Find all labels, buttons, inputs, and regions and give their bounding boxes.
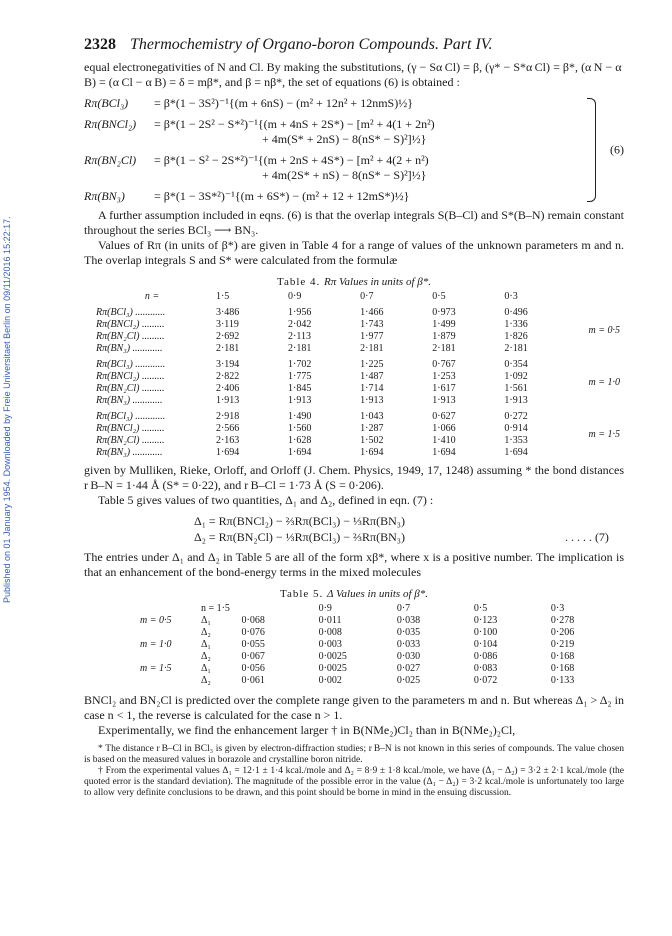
table4-cell: 1·628 [288, 435, 312, 446]
table4-cell: 1·502 [360, 435, 384, 446]
paragraph-assumption: A further assumption included in eqns. (6) is that the overlap integrals S(B–Cl) and S*(B–N) remain constant throughout the series BCl₃ ⟶ BN₃. [84, 208, 624, 237]
table5-m-label: m = 1·0 [140, 639, 172, 650]
table5-delta-label: Δ₁ [200, 615, 211, 626]
table4-cell: 2·181 [215, 343, 240, 354]
table4-row [92, 355, 624, 371]
paragraph-prediction: BNCl₂ and BN₂Cl is predicted over the complete range given to the parameters m and n. But whereas Δ₁ > Δ₂ in case n < 1, the reverse is calculated for the case n > 1. [84, 693, 624, 722]
table4-cell: 1·694 [504, 447, 528, 458]
table5-cell: 0·002 [318, 675, 342, 686]
table4-cell: 1·353 [504, 435, 528, 446]
table5-row [136, 627, 624, 639]
equation-7 [194, 513, 624, 545]
table5-delta-label: Δ₂ [200, 651, 211, 662]
table4-column-header: 0·3 [504, 291, 518, 302]
table4-cell: 1·410 [432, 435, 456, 446]
paragraph-implication: The entries under Δ₁ and Δ₂ in Table 5 are all of the form xβ*, where x is a positive number. The implication is that an enhancement of the bond-energy terms in the mixed molecules [84, 550, 624, 579]
delta2-definition: Δ₂ = Rπ(BN₂Cl) − ⅓Rπ(BCl₃) − ⅔Rπ(BN₃) [194, 530, 405, 544]
table4-row [92, 423, 624, 435]
table4-cell: 1·702 [288, 359, 312, 370]
footnote-dagger: † From the experimental values Δ₁ = 12·1 ± 1·4 kcal./mole and Δ₂ = 8·9 ± 1·8 kcal./mole, we have (Δ₁ − Δ₂) = 3·2 ± 2·1 kcal./mole (the quoted error is the standard deviation). The magnitude of the possible error in the value (Δ₁ − Δ₂) = 3·2 kcal./mole is unfortunately too large to allow very definite conclusions to be drawn, and this point should be borne in mind in the ensuing discussion. [84, 766, 624, 798]
table5-row [136, 639, 624, 651]
table5-cell: 0·168 [550, 663, 575, 674]
table5-row [136, 651, 624, 663]
table5-cell: 0·133 [550, 675, 575, 686]
table4-row-label: Rπ(BN₃) ............ [96, 447, 163, 458]
paragraph-table5-intro: Table 5 gives values of two quantities, Δ₁ and Δ₂, defined in eqn. (7) : [98, 493, 434, 507]
table4-cell: 1·225 [360, 359, 384, 370]
equation-rhs: = β*(1 − 3S*²)⁻¹{(m + 6S*) − (m² + 12 + 12mS*)½} [154, 189, 410, 203]
table4-cell: 1·913 [504, 395, 528, 406]
table5-column-header: 0·9 [318, 603, 332, 614]
table4-row [92, 407, 624, 423]
table5-cell: 0·083 [473, 663, 498, 674]
table4-cell: 1·775 [288, 371, 312, 382]
table5-cell: 0·033 [396, 639, 421, 650]
table5-cell: 0·100 [473, 627, 498, 638]
table4-row-label: Rπ(BCl₃) ............ [96, 307, 166, 318]
table5-cell: 0·072 [473, 675, 498, 686]
equation-rhs: = β*(1 − S² − 2S*²)⁻¹{(m + 2nS + 4S*) − [m² + 4(2 + n²) [154, 153, 429, 167]
table4-cell: 1·092 [504, 371, 528, 382]
table4-row-label: Rπ(BN₂Cl) ......... [96, 331, 165, 342]
table4-cell: 1·043 [360, 411, 384, 422]
paper-page [84, 36, 624, 799]
table5-cell: 0·076 [241, 627, 265, 638]
table4-column-header: 0·5 [432, 291, 446, 302]
table4-cell: 0·914 [504, 423, 528, 434]
equation-line [84, 117, 624, 132]
table5-cell: 0·168 [550, 651, 575, 662]
table4-cell: 3·486 [215, 307, 240, 318]
table4-cell: 1·913 [288, 395, 312, 406]
table4-row-label: Rπ(BN₃) ............ [96, 395, 163, 406]
table4-cell: 2·181 [288, 343, 312, 354]
paragraph-experimental: Experimentally, we find the enhancement larger † in B(NMe₂)Cl₂ than in B(NMe₂)₂Cl, [98, 723, 516, 737]
table4-cell: 2·566 [215, 423, 240, 434]
table4-caption [84, 276, 624, 288]
table4-cell: 0·627 [432, 411, 456, 422]
equation-7-number: . . . . . (7) [564, 530, 609, 544]
table4-cell: 3·194 [215, 359, 240, 370]
table5-row [136, 615, 624, 627]
table4-cell: 1·694 [360, 447, 384, 458]
table4-header-row [92, 291, 624, 303]
paragraph-substitutions: equal electronegativities of N and Cl. By making the substitutions, (γ − Sα Cl) = β, (γ* − S*α Cl) = β*, (α N − α B) = (α Cl − α B) = δ = mβ*, and β = nβ*, the set of equations (6) is obtained : [84, 60, 624, 89]
table4-m-label: m = 1·0 [588, 377, 620, 388]
table5-cell: 0·056 [241, 663, 265, 674]
running-header [84, 36, 624, 54]
table5-header-row [136, 603, 624, 615]
table4-cell: 1·714 [360, 383, 384, 394]
table4-cell: 0·354 [504, 359, 528, 370]
table4-cell: 1·826 [504, 331, 528, 342]
table4-row-label: Rπ(BCl₃) ............ [96, 359, 166, 370]
table4-cell: 2·181 [360, 343, 384, 354]
table4-cell: 1·913 [215, 395, 240, 406]
table4-cell: 1·913 [432, 395, 456, 406]
table5-m-blank [136, 675, 197, 687]
paragraph-mulliken: given by Mulliken, Rieke, Orloff, and Orloff (J. Chem. Physics, 1949, 17, 1248) assuming * the bond distances r B–N = 1·44 Å (S* = 0·22), and r B–Cl = 1·73 Å (S = 0·206). [84, 463, 624, 492]
table5-cell: 0·027 [396, 663, 421, 674]
table5-delta-label: Δ₁ [200, 639, 211, 650]
download-watermark: Published on 01 January 1954. Downloaded by Freie Universitaet Berlin on 09/11/2016 15:22:17. [2, 216, 12, 604]
table5-cell: 0·008 [318, 627, 342, 638]
equation-lhs: Rπ(BCl₃) [84, 96, 129, 110]
equation-line [84, 153, 624, 168]
footnote-star: * The distance r B–Cl in BCl₃ is given by electron-diffraction studies; r B–N is not known in this series of compounds. The value chosen is based on the measured values in borazole and crystalline boron nitride. [84, 744, 624, 765]
paragraph-values: Values of Rπ (in units of β*) are given in Table 4 for a range of values of the unknown parameters m and n. The overlap integrals S and S* were calculated from the formulæ [84, 238, 624, 267]
table5-title: Δ Values in units of β*. [327, 588, 428, 600]
table5-cell: 0·035 [396, 627, 421, 638]
table5-cell: 0·123 [473, 615, 498, 626]
table4-title: Rπ Values in units of β*. [324, 276, 431, 288]
table5-column-header: 0·5 [473, 603, 488, 614]
table5-row [136, 663, 624, 675]
equation-continuation: + 4m(S* + 2nS) − 8(nS* − S)²]½} [262, 132, 427, 146]
equation-rhs: = β*(1 − 2S² − S*²)⁻¹{(m + 4nS + 2S*) − [m² + 4(1 + 2n²) [154, 117, 435, 131]
table4-cell: 1·977 [360, 331, 384, 342]
table4-row-label: Rπ(BN₃) ............ [96, 343, 163, 354]
table4-cell: 1·499 [432, 319, 456, 330]
table4-cell: 1·287 [360, 423, 384, 434]
table4-row-label: Rπ(BNCl₂) ......... [96, 371, 165, 382]
table4-row [92, 395, 624, 407]
table4-cell: 0·272 [504, 411, 528, 422]
table4-cell: 0·973 [432, 307, 456, 318]
table5-cell: 0·206 [550, 627, 575, 638]
table5-header-label: n = 1·5 [200, 603, 230, 614]
table4-cell: 1·490 [288, 411, 312, 422]
table5-cell: 0·030 [396, 651, 421, 662]
delta1-definition: Δ₁ = Rπ(BNCl₂) − ⅔Rπ(BCl₃) − ⅓Rπ(BN₃) [194, 514, 405, 528]
table4-cell: 2·163 [215, 435, 240, 446]
table5-cell: 0·011 [318, 615, 342, 626]
equation-lhs: Rπ(BN₂Cl) [84, 153, 137, 167]
table4-cell: 2·822 [215, 371, 240, 382]
equation-number: (6) [610, 142, 624, 157]
equation-line [84, 189, 624, 204]
table4-cell: 0·496 [504, 307, 528, 318]
table4-cell: 1·956 [288, 307, 312, 318]
table4-column-header: 0·9 [288, 291, 302, 302]
equation-lhs: Rπ(BN₃) [84, 189, 125, 203]
table4-cell: 1·845 [288, 383, 312, 394]
table4-cell: 1·466 [360, 307, 384, 318]
table5-m-blank [136, 627, 197, 639]
table5-caption [84, 588, 624, 600]
table5-cell: 0·278 [550, 615, 575, 626]
table4-row-label: Rπ(BNCl₂) ......... [96, 319, 165, 330]
table4-row [92, 447, 624, 459]
table5-cell: 0·038 [396, 615, 421, 626]
table4-cell: 1·879 [432, 331, 456, 342]
table4-row [92, 319, 624, 331]
table4-column-header: 1·5 [215, 291, 230, 302]
equation-set-6 [84, 96, 624, 204]
table5-m-blank [136, 651, 197, 663]
table4-label: Table 4. [277, 276, 321, 288]
table5-cell: 0·068 [241, 615, 265, 626]
equation-lhs: Rπ(BNCl₂) [84, 117, 137, 131]
equation-line [84, 168, 624, 183]
table4-cell: 1·694 [215, 447, 240, 458]
table4-cell: 1·694 [432, 447, 456, 458]
table4-row-label: Rπ(BNCl₂) ......... [96, 423, 165, 434]
table4-cell: 1·617 [432, 383, 456, 394]
table4-cell: 1·487 [360, 371, 384, 382]
equation-continuation: + 4m(2S* + nS) − 8(nS* − S)²]½} [262, 168, 427, 182]
table5-delta-label: Δ₂ [200, 675, 211, 686]
equation-rhs: = β*(1 − 3S²)⁻¹{(m + 6nS) − (m² + 12n² + 12nmS)½} [154, 96, 413, 110]
table4-cell: 1·253 [432, 371, 456, 382]
table5-column-header: 0·7 [396, 603, 411, 614]
table5 [136, 603, 624, 687]
table5-cell: 0·104 [473, 639, 498, 650]
table4-column-header: 0·7 [360, 291, 374, 302]
table5-header-spacer [136, 603, 197, 615]
equation-brace [587, 98, 596, 202]
table4-row [92, 371, 624, 383]
running-title: Thermochemistry of Organo-boron Compounds. Part IV. [130, 36, 493, 53]
table5-cell: 0·067 [241, 651, 265, 662]
table4-cell: 1·066 [432, 423, 456, 434]
table4-cell: 3·119 [215, 319, 239, 330]
table5-cell: 0·025 [396, 675, 421, 686]
equation-line [84, 96, 624, 111]
table5-m-label: m = 1·5 [140, 663, 172, 674]
table4 [92, 291, 624, 459]
equation-line [84, 132, 624, 147]
table4-cell: 2·042 [288, 319, 312, 330]
table4-row [92, 435, 624, 447]
table5-cell: 0·0025 [318, 663, 347, 674]
table4-cell: 2·918 [215, 411, 240, 422]
table4-m-label: m = 1·5 [588, 429, 620, 440]
table4-cell: 1·561 [504, 383, 528, 394]
footnotes [84, 744, 624, 799]
table4-cell: 2·181 [432, 343, 456, 354]
table4-row [92, 383, 624, 395]
table4-header-label: n = [144, 291, 160, 302]
table4-cell: 1·913 [360, 395, 384, 406]
table5-cell: 0·086 [473, 651, 498, 662]
table4-row-label: Rπ(BCl₃) ............ [96, 411, 166, 422]
table5-cell: 0·003 [318, 639, 342, 650]
table5-cell: 0·061 [241, 675, 265, 686]
table4-row [92, 331, 624, 343]
table5-row [136, 675, 624, 687]
table4-row-label: Rπ(BN₂Cl) ......... [96, 435, 165, 446]
table4-row-label: Rπ(BN₂Cl) ......... [96, 383, 165, 394]
table5-cell: 0·055 [241, 639, 265, 650]
table4-cell: 0·767 [432, 359, 456, 370]
table4-cell: 2·406 [215, 383, 240, 394]
table4-row [92, 343, 624, 355]
table5-cell: 0·219 [550, 639, 575, 650]
table4-cell: 2·113 [288, 331, 312, 342]
table5-column-header: 0·3 [550, 603, 565, 614]
table4-row [92, 303, 624, 319]
table5-m-label: m = 0·5 [140, 615, 172, 626]
table4-m-label: m = 0·5 [588, 325, 620, 336]
table4-cell: 1·743 [360, 319, 384, 330]
table5-delta-label: Δ₂ [200, 627, 211, 638]
table5-delta-label: Δ₁ [200, 663, 211, 674]
table4-cell: 2·692 [215, 331, 240, 342]
table5-label: Table 5. [280, 588, 324, 600]
table5-cell: 0·0025 [318, 651, 347, 662]
page-number: 2328 [84, 36, 116, 53]
table4-cell: 2·181 [504, 343, 528, 354]
table4-cell: 1·560 [288, 423, 312, 434]
table4-cell: 1·336 [504, 319, 528, 330]
table4-cell: 1·694 [288, 447, 312, 458]
